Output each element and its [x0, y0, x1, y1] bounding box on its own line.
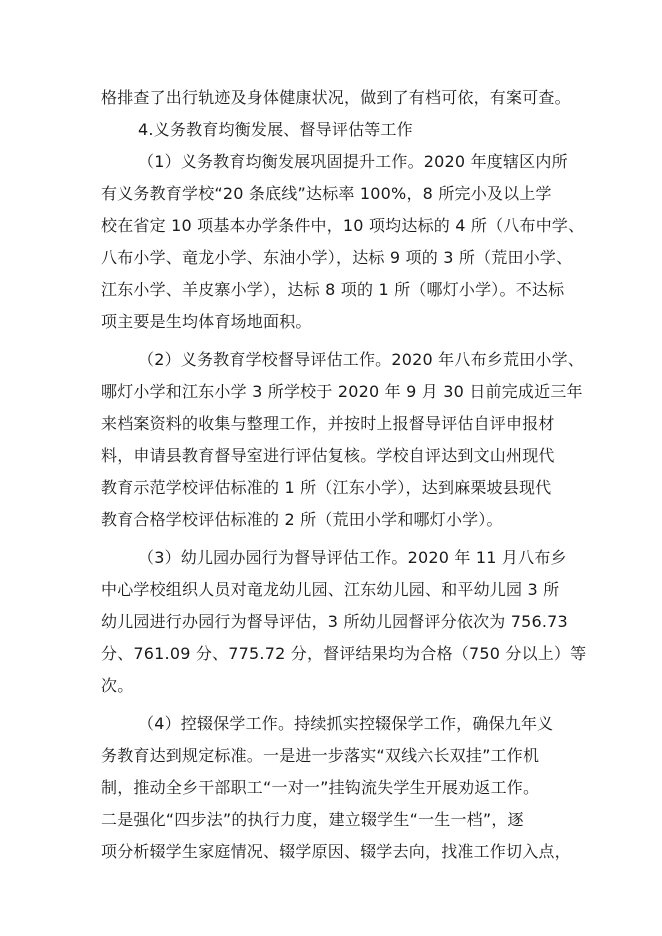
text-line: 有义务教育学校“20 条底线”达标率 100%，8 所完小及以上学 — [101, 184, 552, 203]
text-line: 教育示范学校评估标准的 1 所（江东小学），达到麻栗坡县现代 — [101, 478, 552, 497]
text-line: （3）幼儿园办园行为督导评估工作。2020 年 11 月八布乡 — [138, 548, 567, 567]
document-body — [101, 82, 587, 868]
text-line: 料，申请县教育督导室进行评估复核。学校自评达到文山州现代 — [101, 446, 555, 465]
text-line: 教育合格学校评估标准的 2 所（荒田小学和哪灯小学）。 — [101, 510, 503, 529]
text-line: 项主要是生均体育场地面积。 — [101, 312, 312, 331]
text-line: （4）控辍保学工作。持续抓实控辍保学工作，确保九年义 — [138, 714, 554, 733]
text-line: 校在省定 10 项基本办学条件中，10 项均达标的 4 所（八布中学、 — [101, 216, 585, 235]
text-line: 八布小学、竜龙小学、东油小学），达标 9 项的 3 所（荒田小学、 — [101, 248, 573, 267]
text-line: 次。 — [101, 676, 134, 695]
text-line: 格排查了出行轨迹及身体健康状况，做到了有档可依，有案可查。 — [101, 88, 571, 107]
text-line: 4.义务教育均衡发展、督导评估等工作 — [138, 120, 413, 139]
text-line: 务教育达到规定标准。一是进一步落实“双线六长双挂”工作机 — [101, 746, 540, 765]
text-line: 二是强化“四步法”的执行力度，建立辍学生“一生一档”，逐 — [101, 810, 524, 829]
text-line: 中心学校组织人员对竜龙幼儿园、江东幼儿园、和平幼儿园 3 所 — [101, 580, 560, 599]
text-line: （1）义务教育均衡发展巩固提升工作。2020 年度辖区内所 — [138, 152, 568, 171]
text-line: 江东小学、羊皮寨小学），达标 8 项的 1 所（哪灯小学）。不达标 — [101, 280, 565, 299]
text-line: 幼儿园进行办园行为督导评估，3 所幼儿园督评分依次为 756.73 — [101, 612, 568, 631]
text-line: （2）义务教育学校督导评估工作。2020 年八布乡荒田小学、 — [138, 350, 584, 369]
text-line: 分、761.09 分、775.72 分，督评结果均为合格（750 分以上）等 — [101, 644, 587, 663]
text-line: 哪灯小学和江东小学 3 所学校于 2020 年 9 月 30 日前完成近三年 — [101, 382, 583, 401]
text-line: 制，推动全乡干部职工“一对一”挂钩流失学生开展劝返工作。 — [101, 778, 540, 797]
text-line: 项分析辍学生家庭情况、辍学原因、辍学去向，找准工作切入点， — [101, 842, 571, 861]
text-line: 来档案资料的收集与整理工作，并按时上报督导评估自评申报材 — [101, 414, 555, 433]
